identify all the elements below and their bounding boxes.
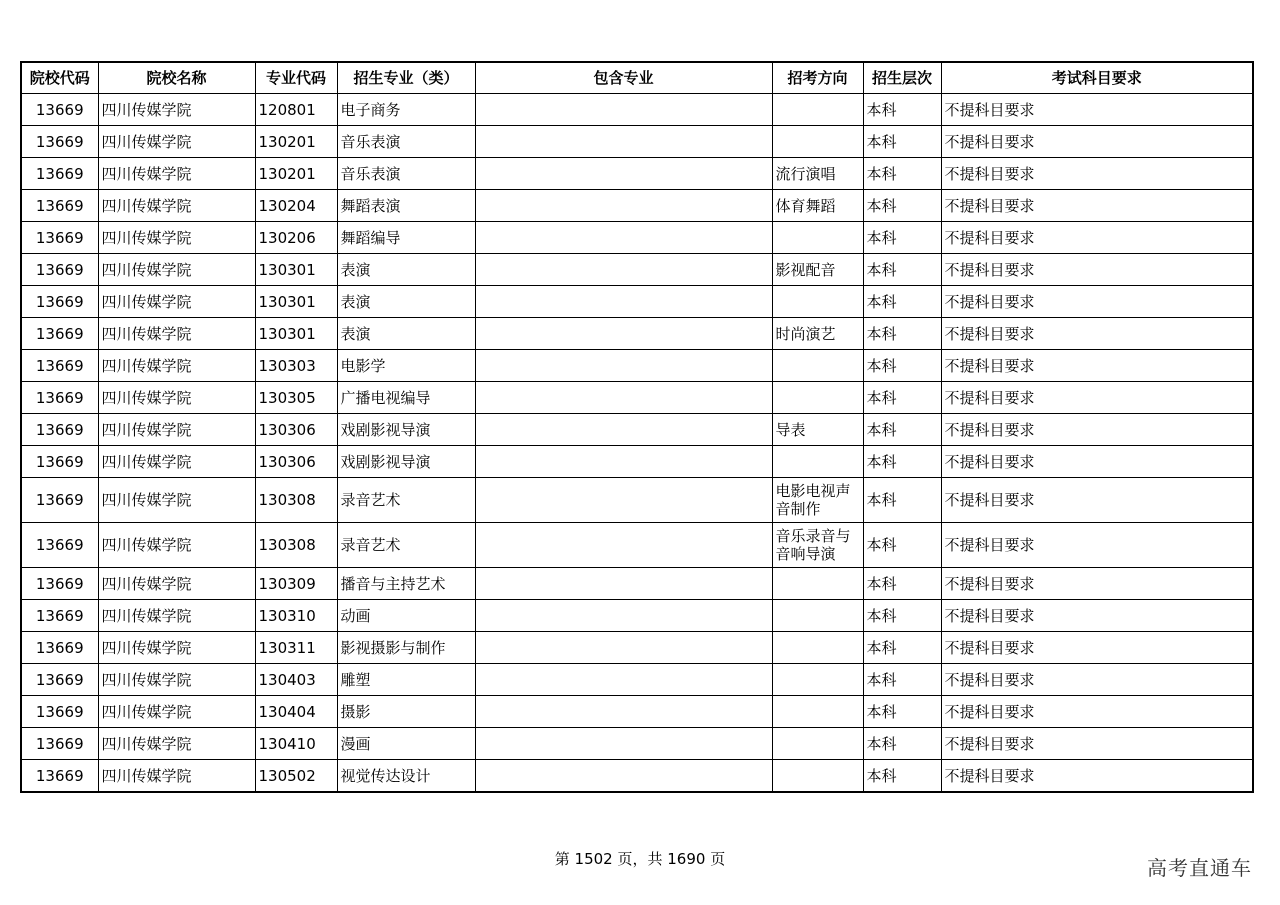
cell-subject-req: 不提科目要求 xyxy=(941,728,1253,760)
cell-major: 广播电视编导 xyxy=(337,382,475,414)
table-row xyxy=(21,728,1253,760)
cell-major-code: 130303 xyxy=(255,350,337,382)
cell-major: 表演 xyxy=(337,318,475,350)
cell-level: 本科 xyxy=(863,414,941,446)
cell-school-name: 四川传媒学院 xyxy=(98,126,255,158)
cell-major-code: 130306 xyxy=(255,414,337,446)
cell-major: 录音艺术 xyxy=(337,523,475,568)
cell-included-majors xyxy=(475,382,772,414)
cell-school-name: 四川传媒学院 xyxy=(98,568,255,600)
cell-subject-req: 不提科目要求 xyxy=(941,664,1253,696)
cell-school-name: 四川传媒学院 xyxy=(98,350,255,382)
cell-direction: 体育舞蹈 xyxy=(772,190,863,222)
cell-included-majors xyxy=(475,478,772,523)
cell-included-majors xyxy=(475,158,772,190)
cell-major: 舞蹈编导 xyxy=(337,222,475,254)
cell-school-code: 13669 xyxy=(21,632,98,664)
cell-subject-req: 不提科目要求 xyxy=(941,523,1253,568)
cell-included-majors xyxy=(475,414,772,446)
header-subject-req: 考试科目要求 xyxy=(941,62,1253,94)
cell-school-code: 13669 xyxy=(21,446,98,478)
cell-direction: 影视配音 xyxy=(772,254,863,286)
cell-school-name: 四川传媒学院 xyxy=(98,664,255,696)
cell-subject-req: 不提科目要求 xyxy=(941,568,1253,600)
cell-level: 本科 xyxy=(863,318,941,350)
cell-school-name: 四川传媒学院 xyxy=(98,478,255,523)
cell-direction xyxy=(772,94,863,126)
cell-direction: 导表 xyxy=(772,414,863,446)
header-major-code: 专业代码 xyxy=(255,62,337,94)
cell-school-code: 13669 xyxy=(21,286,98,318)
cell-included-majors xyxy=(475,728,772,760)
cell-major-code: 130201 xyxy=(255,126,337,158)
cell-direction: 流行演唱 xyxy=(772,158,863,190)
cell-major-code: 130410 xyxy=(255,728,337,760)
cell-direction xyxy=(772,760,863,793)
cell-included-majors xyxy=(475,568,772,600)
cell-school-name: 四川传媒学院 xyxy=(98,728,255,760)
cell-major: 雕塑 xyxy=(337,664,475,696)
cell-direction: 时尚演艺 xyxy=(772,318,863,350)
cell-major-code: 130310 xyxy=(255,600,337,632)
cell-major-code: 130309 xyxy=(255,568,337,600)
cell-major-code: 130403 xyxy=(255,664,337,696)
cell-major: 音乐表演 xyxy=(337,158,475,190)
cell-subject-req: 不提科目要求 xyxy=(941,126,1253,158)
cell-major: 录音艺术 xyxy=(337,478,475,523)
cell-level: 本科 xyxy=(863,158,941,190)
cell-included-majors xyxy=(475,696,772,728)
cell-level: 本科 xyxy=(863,478,941,523)
cell-direction: 音乐录音与音响导演 xyxy=(772,523,863,568)
cell-level: 本科 xyxy=(863,222,941,254)
header-school-code: 院校代码 xyxy=(21,62,98,94)
cell-major-code: 130201 xyxy=(255,158,337,190)
cell-level: 本科 xyxy=(863,760,941,793)
cell-major-code: 130301 xyxy=(255,254,337,286)
cell-major: 表演 xyxy=(337,254,475,286)
cell-school-code: 13669 xyxy=(21,382,98,414)
cell-school-name: 四川传媒学院 xyxy=(98,190,255,222)
cell-level: 本科 xyxy=(863,632,941,664)
cell-school-code: 13669 xyxy=(21,728,98,760)
cell-direction xyxy=(772,350,863,382)
cell-school-name: 四川传媒学院 xyxy=(98,222,255,254)
cell-direction xyxy=(772,600,863,632)
cell-included-majors xyxy=(475,523,772,568)
cell-major-code: 130404 xyxy=(255,696,337,728)
cell-school-code: 13669 xyxy=(21,664,98,696)
cell-school-code: 13669 xyxy=(21,478,98,523)
cell-school-code: 13669 xyxy=(21,222,98,254)
cell-school-name: 四川传媒学院 xyxy=(98,94,255,126)
cell-included-majors xyxy=(475,760,772,793)
cell-major: 舞蹈表演 xyxy=(337,190,475,222)
cell-subject-req: 不提科目要求 xyxy=(941,760,1253,793)
cell-level: 本科 xyxy=(863,568,941,600)
cell-school-code: 13669 xyxy=(21,158,98,190)
cell-major-code: 130308 xyxy=(255,523,337,568)
table-row xyxy=(21,446,1253,478)
table-row xyxy=(21,94,1253,126)
table-row xyxy=(21,523,1253,568)
cell-direction xyxy=(772,632,863,664)
cell-included-majors xyxy=(475,286,772,318)
cell-school-code: 13669 xyxy=(21,414,98,446)
cell-school-code: 13669 xyxy=(21,126,98,158)
cell-subject-req: 不提科目要求 xyxy=(941,350,1253,382)
cell-subject-req: 不提科目要求 xyxy=(941,222,1253,254)
header-included-majors: 包含专业 xyxy=(475,62,772,94)
cell-school-code: 13669 xyxy=(21,760,98,793)
cell-school-code: 13669 xyxy=(21,254,98,286)
cell-level: 本科 xyxy=(863,728,941,760)
table-header-row xyxy=(21,62,1253,94)
cell-school-code: 13669 xyxy=(21,318,98,350)
cell-major: 影视摄影与制作 xyxy=(337,632,475,664)
cell-major: 播音与主持艺术 xyxy=(337,568,475,600)
cell-school-code: 13669 xyxy=(21,523,98,568)
cell-level: 本科 xyxy=(863,350,941,382)
cell-subject-req: 不提科目要求 xyxy=(941,254,1253,286)
cell-major: 电影学 xyxy=(337,350,475,382)
cell-level: 本科 xyxy=(863,382,941,414)
cell-subject-req: 不提科目要求 xyxy=(941,478,1253,523)
enrollment-table xyxy=(20,61,1254,793)
cell-school-code: 13669 xyxy=(21,190,98,222)
cell-school-name: 四川传媒学院 xyxy=(98,158,255,190)
table-row xyxy=(21,254,1253,286)
cell-major: 音乐表演 xyxy=(337,126,475,158)
cell-subject-req: 不提科目要求 xyxy=(941,696,1253,728)
cell-school-name: 四川传媒学院 xyxy=(98,760,255,793)
cell-level: 本科 xyxy=(863,94,941,126)
cell-major: 视觉传达设计 xyxy=(337,760,475,793)
cell-major: 漫画 xyxy=(337,728,475,760)
cell-school-name: 四川传媒学院 xyxy=(98,414,255,446)
cell-subject-req: 不提科目要求 xyxy=(941,94,1253,126)
watermark-text: 高考直通车 xyxy=(1147,856,1252,880)
table-row xyxy=(21,286,1253,318)
cell-school-code: 13669 xyxy=(21,696,98,728)
table-row xyxy=(21,478,1253,523)
cell-major-code: 130305 xyxy=(255,382,337,414)
table-row xyxy=(21,190,1253,222)
cell-major-code: 130301 xyxy=(255,286,337,318)
cell-school-name: 四川传媒学院 xyxy=(98,318,255,350)
cell-school-name: 四川传媒学院 xyxy=(98,382,255,414)
cell-major: 表演 xyxy=(337,286,475,318)
table-row xyxy=(21,222,1253,254)
cell-major: 动画 xyxy=(337,600,475,632)
cell-school-code: 13669 xyxy=(21,350,98,382)
cell-subject-req: 不提科目要求 xyxy=(941,632,1253,664)
cell-level: 本科 xyxy=(863,600,941,632)
cell-included-majors xyxy=(475,190,772,222)
table-row xyxy=(21,632,1253,664)
header-level: 招生层次 xyxy=(863,62,941,94)
cell-direction xyxy=(772,382,863,414)
cell-school-code: 13669 xyxy=(21,94,98,126)
cell-school-name: 四川传媒学院 xyxy=(98,523,255,568)
header-school-name: 院校名称 xyxy=(98,62,255,94)
table-row xyxy=(21,568,1253,600)
cell-level: 本科 xyxy=(863,523,941,568)
cell-included-majors xyxy=(475,446,772,478)
cell-major: 摄影 xyxy=(337,696,475,728)
cell-major-code: 130308 xyxy=(255,478,337,523)
cell-level: 本科 xyxy=(863,190,941,222)
cell-school-code: 13669 xyxy=(21,568,98,600)
cell-included-majors xyxy=(475,254,772,286)
table-row xyxy=(21,600,1253,632)
cell-subject-req: 不提科目要求 xyxy=(941,382,1253,414)
table-row xyxy=(21,382,1253,414)
cell-level: 本科 xyxy=(863,696,941,728)
cell-school-name: 四川传媒学院 xyxy=(98,286,255,318)
cell-school-name: 四川传媒学院 xyxy=(98,600,255,632)
header-direction: 招考方向 xyxy=(772,62,863,94)
table-row xyxy=(21,414,1253,446)
cell-level: 本科 xyxy=(863,254,941,286)
cell-major-code: 120801 xyxy=(255,94,337,126)
cell-major: 电子商务 xyxy=(337,94,475,126)
cell-subject-req: 不提科目要求 xyxy=(941,158,1253,190)
cell-subject-req: 不提科目要求 xyxy=(941,286,1253,318)
cell-major: 戏剧影视导演 xyxy=(337,414,475,446)
cell-school-name: 四川传媒学院 xyxy=(98,446,255,478)
cell-direction xyxy=(772,664,863,696)
cell-level: 本科 xyxy=(863,664,941,696)
cell-included-majors xyxy=(475,126,772,158)
cell-subject-req: 不提科目要求 xyxy=(941,318,1253,350)
table-row xyxy=(21,350,1253,382)
table-row xyxy=(21,664,1253,696)
cell-included-majors xyxy=(475,600,772,632)
cell-direction: 电影电视声音制作 xyxy=(772,478,863,523)
cell-direction xyxy=(772,696,863,728)
cell-direction xyxy=(772,568,863,600)
table-row xyxy=(21,158,1253,190)
table-row xyxy=(21,696,1253,728)
cell-major-code: 130502 xyxy=(255,760,337,793)
cell-subject-req: 不提科目要求 xyxy=(941,190,1253,222)
cell-school-name: 四川传媒学院 xyxy=(98,632,255,664)
cell-direction xyxy=(772,222,863,254)
table-row xyxy=(21,760,1253,793)
cell-subject-req: 不提科目要求 xyxy=(941,446,1253,478)
table-row xyxy=(21,318,1253,350)
cell-major-code: 130301 xyxy=(255,318,337,350)
header-major: 招生专业（类） xyxy=(337,62,475,94)
cell-included-majors xyxy=(475,222,772,254)
cell-school-name: 四川传媒学院 xyxy=(98,696,255,728)
cell-major: 戏剧影视导演 xyxy=(337,446,475,478)
cell-level: 本科 xyxy=(863,126,941,158)
cell-included-majors xyxy=(475,664,772,696)
cell-major-code: 130206 xyxy=(255,222,337,254)
cell-direction xyxy=(772,446,863,478)
cell-direction xyxy=(772,728,863,760)
table-row xyxy=(21,126,1253,158)
cell-direction xyxy=(772,126,863,158)
cell-school-name: 四川传媒学院 xyxy=(98,254,255,286)
cell-major-code: 130311 xyxy=(255,632,337,664)
cell-level: 本科 xyxy=(863,286,941,318)
cell-major-code: 130306 xyxy=(255,446,337,478)
cell-included-majors xyxy=(475,632,772,664)
cell-school-code: 13669 xyxy=(21,600,98,632)
cell-included-majors xyxy=(475,94,772,126)
cell-major-code: 130204 xyxy=(255,190,337,222)
cell-included-majors xyxy=(475,350,772,382)
cell-level: 本科 xyxy=(863,446,941,478)
table-body xyxy=(21,94,1253,793)
cell-subject-req: 不提科目要求 xyxy=(941,414,1253,446)
cell-included-majors xyxy=(475,318,772,350)
cell-direction xyxy=(772,286,863,318)
page-number: 第 1502 页，共 1690 页 xyxy=(554,850,726,868)
cell-subject-req: 不提科目要求 xyxy=(941,600,1253,632)
